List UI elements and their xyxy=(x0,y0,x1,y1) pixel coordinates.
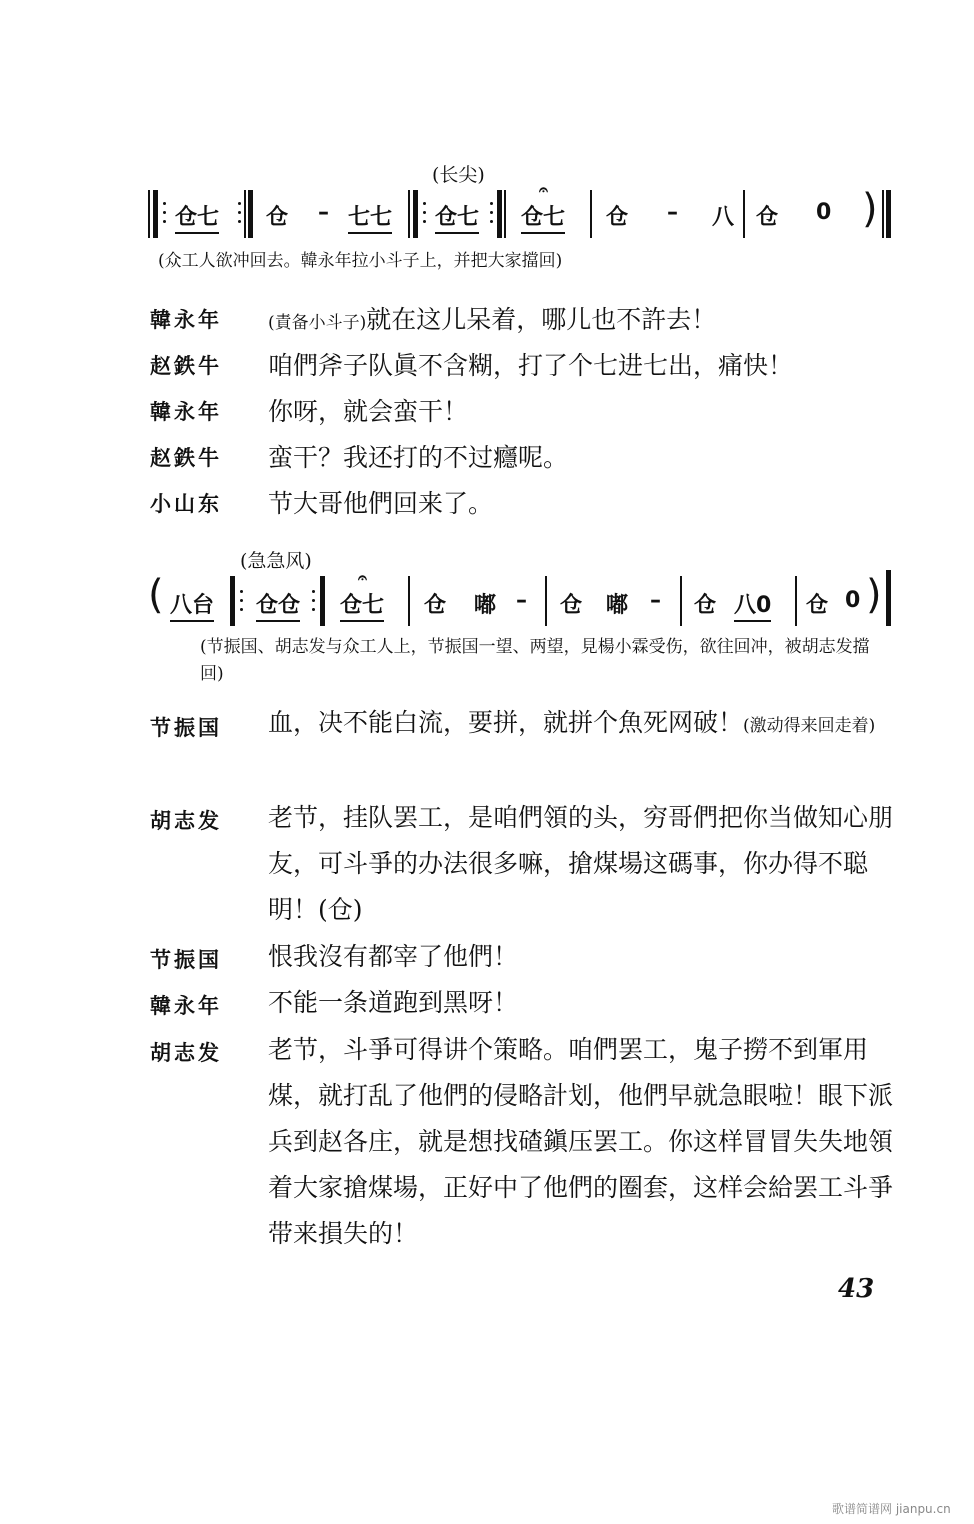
close-paren: ) xyxy=(862,186,878,232)
stage-direction: (众工人欲冲回去。韓永年拉小斗子上，并把大家擋回) xyxy=(158,251,563,271)
beat: 八台 xyxy=(170,588,214,622)
dialogue-line: 咱們斧子队眞不含糊，打了个七进七出，痛快！ xyxy=(268,351,794,380)
beat: 仓 xyxy=(266,205,289,230)
tempo-marking: (长尖) xyxy=(432,164,485,186)
beat: 仓七 xyxy=(175,200,219,234)
speaker: 小山东 xyxy=(150,492,222,516)
beat: 0 xyxy=(816,200,832,225)
open-paren: ( xyxy=(148,572,164,618)
dialogue-line: 蛮干？我还打的不过癮呢。 xyxy=(268,443,569,472)
beat: 仓仓 xyxy=(256,588,300,622)
beat: 仓 xyxy=(606,205,629,230)
fermata-icon: 𝄐 xyxy=(539,180,548,199)
speaker: 胡志发 xyxy=(150,1041,222,1065)
speaker: 胡志发 xyxy=(150,809,222,833)
dialogue-line: (責备小斗子)就在这儿呆着，哪儿也不許去！ xyxy=(268,305,717,334)
dialogue-line: 老节，斗爭可得讲个策略。咱們罢工，鬼子撈不到軍用煤，就打乱了他們的侵略計划，他們早就急眼啦！眼下派兵到赵各庄，就是想找碴鎭压罢工。你这样冒冒失失地領着大家搶煤場，正好中了他們的圈套，这样会給罢工斗爭带来損失的！ xyxy=(268,1035,894,1248)
speaker: 节振国 xyxy=(150,948,222,972)
beat: 八 xyxy=(712,205,735,230)
beat: 仓 xyxy=(694,593,717,618)
beat: 七七 xyxy=(348,200,392,234)
speaker: 赵鉄牛 xyxy=(150,446,222,470)
beat: 仓七 xyxy=(435,200,479,234)
dialogue-line: 血，决不能白流，要拼，就拼个魚死网破！(激动得来回走着) xyxy=(268,708,876,737)
beat: – xyxy=(318,200,329,225)
dialogue-line: 老节，挂队罢工，是咱們領的头，穷哥們把你当做知心朋友，可斗爭的办法很多嘛，搶煤場这碼事，你办得不聪明！(仓) xyxy=(268,803,894,924)
page-number: 43 xyxy=(838,1274,875,1304)
watermark: 歌谱简谱网 jianpu.cn xyxy=(832,1502,951,1516)
speaker: 节振国 xyxy=(150,716,222,740)
beat: 嘟 xyxy=(606,593,629,618)
speaker: 韓永年 xyxy=(150,308,222,332)
beat: 八0 xyxy=(734,588,771,622)
beat: 仓 xyxy=(424,593,447,618)
beat: 嘟 xyxy=(474,593,497,618)
dialogue-line: 你呀，就会蛮干！ xyxy=(268,397,469,426)
beat: – xyxy=(650,588,661,613)
dialogue-line: 不能一条道跑到黑呀！ xyxy=(268,988,519,1017)
beat-fermata: 𝄐 仓七 xyxy=(340,588,384,622)
beat: – xyxy=(667,200,678,225)
speaker: 韓永年 xyxy=(150,400,222,424)
fermata-icon: 𝄐 xyxy=(358,568,367,587)
speaker: 赵鉄牛 xyxy=(150,354,222,378)
beat: 仓 xyxy=(560,593,583,618)
stage-direction: (节振国、胡志发与众工人上，节振国一望、两望，見楊小霖受伤，欲往回冲，被胡志发擋回) xyxy=(200,637,870,684)
beat-fermata: 𝄐 仓七 xyxy=(521,200,565,234)
beat: 仓 xyxy=(806,593,829,618)
tempo-marking: (急急风) xyxy=(240,550,312,572)
beat: – xyxy=(516,588,527,613)
dialogue-line: 恨我沒有都宰了他們！ xyxy=(268,942,519,971)
beat: 0 xyxy=(845,588,861,613)
dialogue-line: 节大哥他們回来了。 xyxy=(268,489,494,518)
close-paren: ) xyxy=(866,572,882,618)
beat: 仓 xyxy=(756,205,779,230)
speaker: 韓永年 xyxy=(150,994,222,1018)
